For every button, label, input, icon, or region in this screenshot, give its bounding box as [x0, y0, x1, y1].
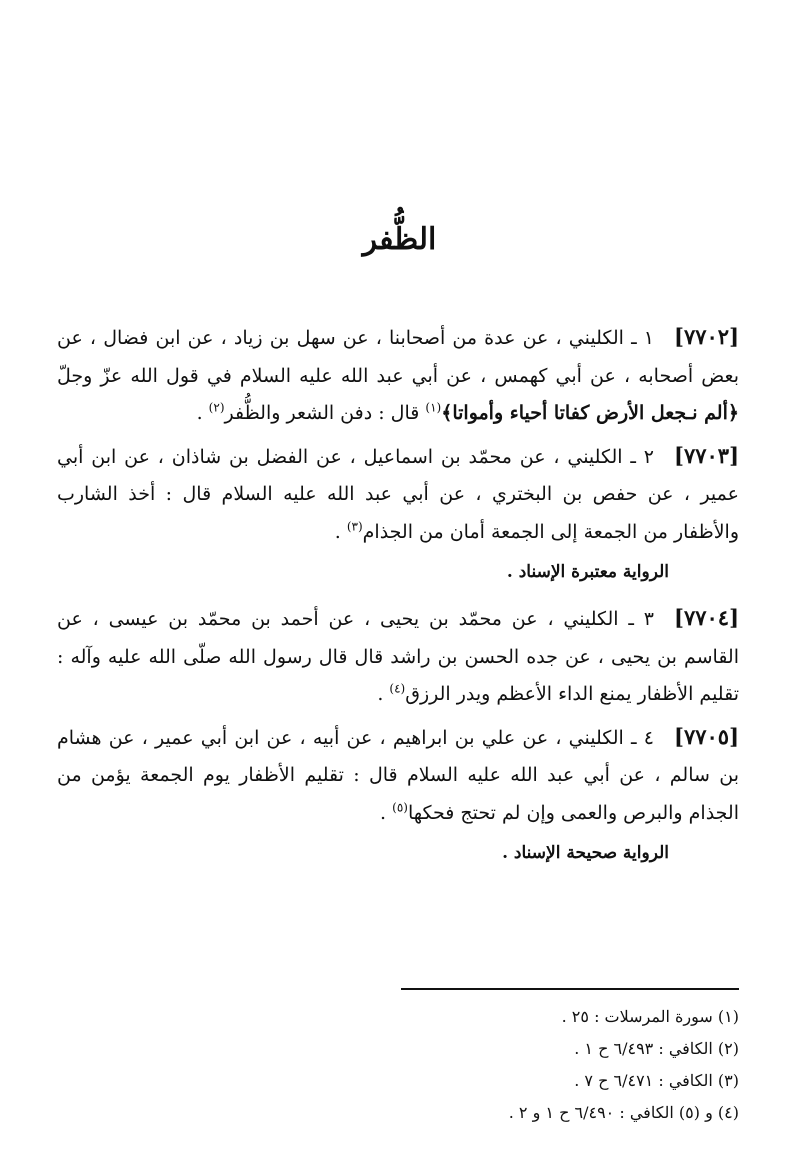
hadith-7703 — [57, 437, 739, 552]
footnote-marker: (٥) — [392, 800, 408, 815]
chapter-title: الظُّفر — [362, 222, 437, 257]
hadith-end: . — [196, 402, 209, 424]
footnote-2: (٢) الكافي : ٦/٤٩٣ ح ١ . — [574, 1039, 739, 1058]
hadith-text: ١ ـ الكليني ، عن عدة من أصحابنا ، عن سهل بن زياد ، عن ابن فضال ، عن بعض أصحابه ، عن أبي كهمس ، عن أبي عبد الله عليه السلام في قول الله عزّ وجلّ — [57, 327, 739, 387]
footnotes — [399, 1001, 739, 1129]
quran-verse: ﴿ألم نـجعل الأرض كفاتا أحياء وأمواتا﴾ — [441, 402, 739, 424]
hadith-number: [٧٧٠٥] — [674, 723, 739, 749]
hadith-text: ٤ ـ الكليني ، عن علي بن ابراهيم ، عن أبيه ، عن ابن أبي عمير ، عن هشام بن سالم ، عن أبي عبد الله عليه السلام قال : تقليم الأظفار يوم الجمعة يؤمن من الجذام والبرص والعمى وإن لم تحتج فحكها — [57, 726, 739, 824]
hadith-text-continued: قال : دفن الشعر والظُّفر — [224, 402, 426, 424]
hadith-number: [٧٧٠٢] — [674, 324, 739, 349]
hadith-7704 — [57, 599, 739, 714]
footnote-marker: (١) — [425, 400, 442, 415]
footnote-4-5: (٤) و (٥) الكافي : ٦/٤٩٠ ح ١ و ٢ . — [508, 1103, 739, 1122]
hadith-grading: الرواية صحيحة الإسناد . — [502, 843, 669, 863]
hadith-text: ٣ ـ الكليني ، عن محمّد بن يحيى ، عن أحمد بن محمّد بن عيسى ، عن القاسم بن يحيى ، عن جده الحسن بن راشد قال قال رسول الله صلّى الله عليه وآله : تقليم الأظفار يمنع الداء الأعظم ويدر الرزق — [57, 608, 739, 705]
hadith-7702 — [57, 318, 739, 433]
hadith-list — [57, 318, 739, 880]
hadith-end: . — [334, 520, 347, 543]
footnote-marker: (٤) — [389, 681, 406, 696]
footnote-1: (١) سورة المرسلات : ٢٥ . — [561, 1007, 739, 1026]
hadith-text: ٢ ـ الكليني ، عن محمّد بن اسماعيل ، عن الفضل بن شاذان ، عن ابن أبي عمير ، عن حفص بن البختري ، عن أبي عبد الله عليه السلام قال : أخذ الشارب والأظفار من الجمعة إلى الجمعة أمان من الجذام — [57, 445, 739, 543]
footnote-marker: (٢) — [208, 400, 225, 415]
hadith-end: . — [380, 801, 393, 824]
footnote-divider — [401, 988, 739, 990]
footnote-marker: (٣) — [346, 519, 363, 534]
footnote-3: (٣) الكافي : ٦/٤٧١ ح ٧ . — [574, 1071, 739, 1090]
hadith-number: [٧٧٠٤] — [674, 605, 739, 630]
hadith-7705 — [57, 718, 739, 833]
hadith-grading: الرواية معتبرة الإسناد . — [506, 562, 669, 582]
hadith-number: [٧٧٠٣] — [674, 442, 739, 468]
hadith-end: . — [377, 683, 390, 705]
